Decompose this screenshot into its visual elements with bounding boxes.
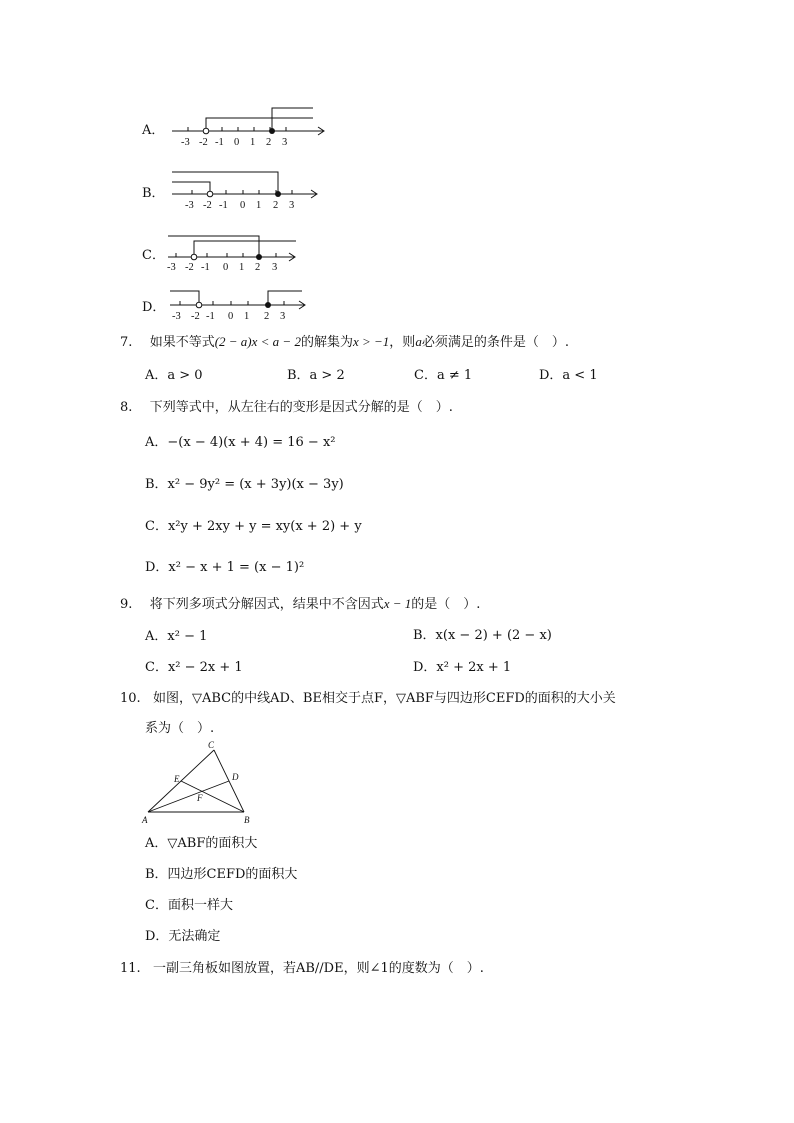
tick-label: 0 — [223, 262, 229, 273]
tick-label: -1 — [215, 137, 224, 148]
tick-label: -3 — [167, 262, 176, 273]
tick-label: -1 — [219, 200, 228, 211]
tick-label: 1 — [239, 262, 245, 273]
question-number: 11. — [120, 961, 141, 976]
number-line-d — [168, 286, 348, 326]
tick-label: 3 — [282, 137, 288, 148]
point-label-d: D — [232, 772, 239, 782]
point-label-b: B — [244, 815, 250, 825]
question-number: 9. — [120, 597, 133, 612]
tick-label: 1 — [256, 200, 262, 211]
question-10 — [120, 687, 616, 706]
question-stem: 如图，▽ABC的中线AD、BE相交于点F，▽ABF与四边形CEFD的面积的大小关 — [152, 691, 616, 706]
question-stem: 一副三角板如图放置，若AB//DE，则∠1的度数为（ ）. — [152, 961, 484, 976]
question-11 — [120, 957, 484, 976]
q9-option-a: A．x² − 1 — [145, 629, 208, 644]
option-letter: B． — [142, 186, 165, 201]
tick-label: 3 — [272, 262, 278, 273]
question-number: 8. — [120, 400, 133, 415]
point-label-f: F — [197, 793, 203, 803]
question-stem: 的是（ ）. — [411, 597, 481, 612]
tick-label: 2 — [264, 311, 270, 322]
question-9 — [120, 593, 480, 612]
q8-option-d: D．x² − x + 1 = (x − 1)² — [145, 560, 305, 575]
question-math: x > −1 — [352, 334, 390, 349]
question-stem: 如果不等式 — [149, 335, 215, 350]
question-stem: ，则 — [389, 335, 416, 350]
question-math: (2 − a)x < a − 2 — [214, 334, 301, 349]
triangle-figure — [140, 740, 260, 826]
tick-label: 0 — [234, 137, 240, 148]
tick-label: 2 — [273, 200, 279, 211]
tick-label: 3 — [289, 200, 295, 211]
tick-label: -2 — [191, 311, 200, 322]
question-math: a — [415, 334, 422, 349]
tick-label: 0 — [228, 311, 234, 322]
q7-option-a: A．a > 0 — [145, 368, 203, 383]
question-8 — [120, 396, 453, 415]
point-label-e: E — [174, 774, 180, 784]
q10-option-a: A．▽ABF的面积大 — [145, 836, 258, 851]
q9-option-b: B．x(x − 2) + (2 − x) — [413, 628, 552, 643]
point-label-c: C — [208, 740, 215, 750]
tick-label: -3 — [185, 200, 194, 211]
q8-option-a: A．−(x − 4)(x + 4) = 16 − x² — [145, 435, 336, 450]
q7-option-b: B．a > 2 — [287, 368, 345, 383]
tick-label: 2 — [266, 137, 272, 148]
question-stem: 的解集为 — [300, 335, 353, 350]
tick-label: -1 — [206, 311, 215, 322]
number-line-a — [168, 104, 348, 150]
q7-option-d: D．a < 1 — [539, 368, 598, 383]
q8-option-c: C．x²y + 2xy + y = xy(x + 2) + y — [145, 519, 362, 534]
question-number: 7. — [120, 335, 133, 350]
number-line-b — [168, 168, 348, 214]
q9-option-d: D．x² + 2x + 1 — [413, 660, 512, 675]
question-stem: 必须满足的条件是（ ）. — [421, 335, 569, 350]
tick-label: 1 — [244, 311, 250, 322]
q10-option-d: D．无法确定 — [145, 929, 221, 944]
tick-label: -3 — [181, 137, 190, 148]
tick-label: -1 — [201, 262, 210, 273]
option-letter: C． — [142, 248, 165, 263]
tick-label: -3 — [172, 311, 181, 322]
option-letter: A． — [142, 123, 165, 138]
tick-label: 2 — [255, 262, 261, 273]
point-label-a: A — [142, 815, 148, 825]
tick-label: -2 — [203, 200, 212, 211]
tick-label: 0 — [240, 200, 246, 211]
tick-label: -2 — [185, 262, 194, 273]
tick-label: 1 — [250, 137, 256, 148]
question-stem: 将下列多项式分解因式，结果中不含因式 — [149, 597, 384, 612]
q7-option-c: C．a ≠ 1 — [414, 368, 473, 383]
tick-label: -2 — [199, 137, 208, 148]
question-10-line2: 系为（ ）. — [145, 721, 215, 736]
question-7 — [120, 331, 569, 350]
q8-option-b: B．x² − 9y² = (x + 3y)(x − 3y) — [145, 477, 344, 492]
question-math: x − 1 — [383, 596, 412, 611]
q10-option-c: C．面积一样大 — [145, 898, 233, 913]
q10-option-b: B．四边形CEFD的面积大 — [145, 867, 298, 882]
q9-option-c: C．x² − 2x + 1 — [145, 660, 243, 675]
option-letter: D． — [142, 300, 166, 315]
question-number: 10. — [120, 691, 141, 706]
question-stem: 下列等式中，从左往右的变形是因式分解的是（ ）. — [149, 400, 453, 415]
tick-label: 3 — [280, 311, 286, 322]
number-line-c — [166, 232, 346, 278]
